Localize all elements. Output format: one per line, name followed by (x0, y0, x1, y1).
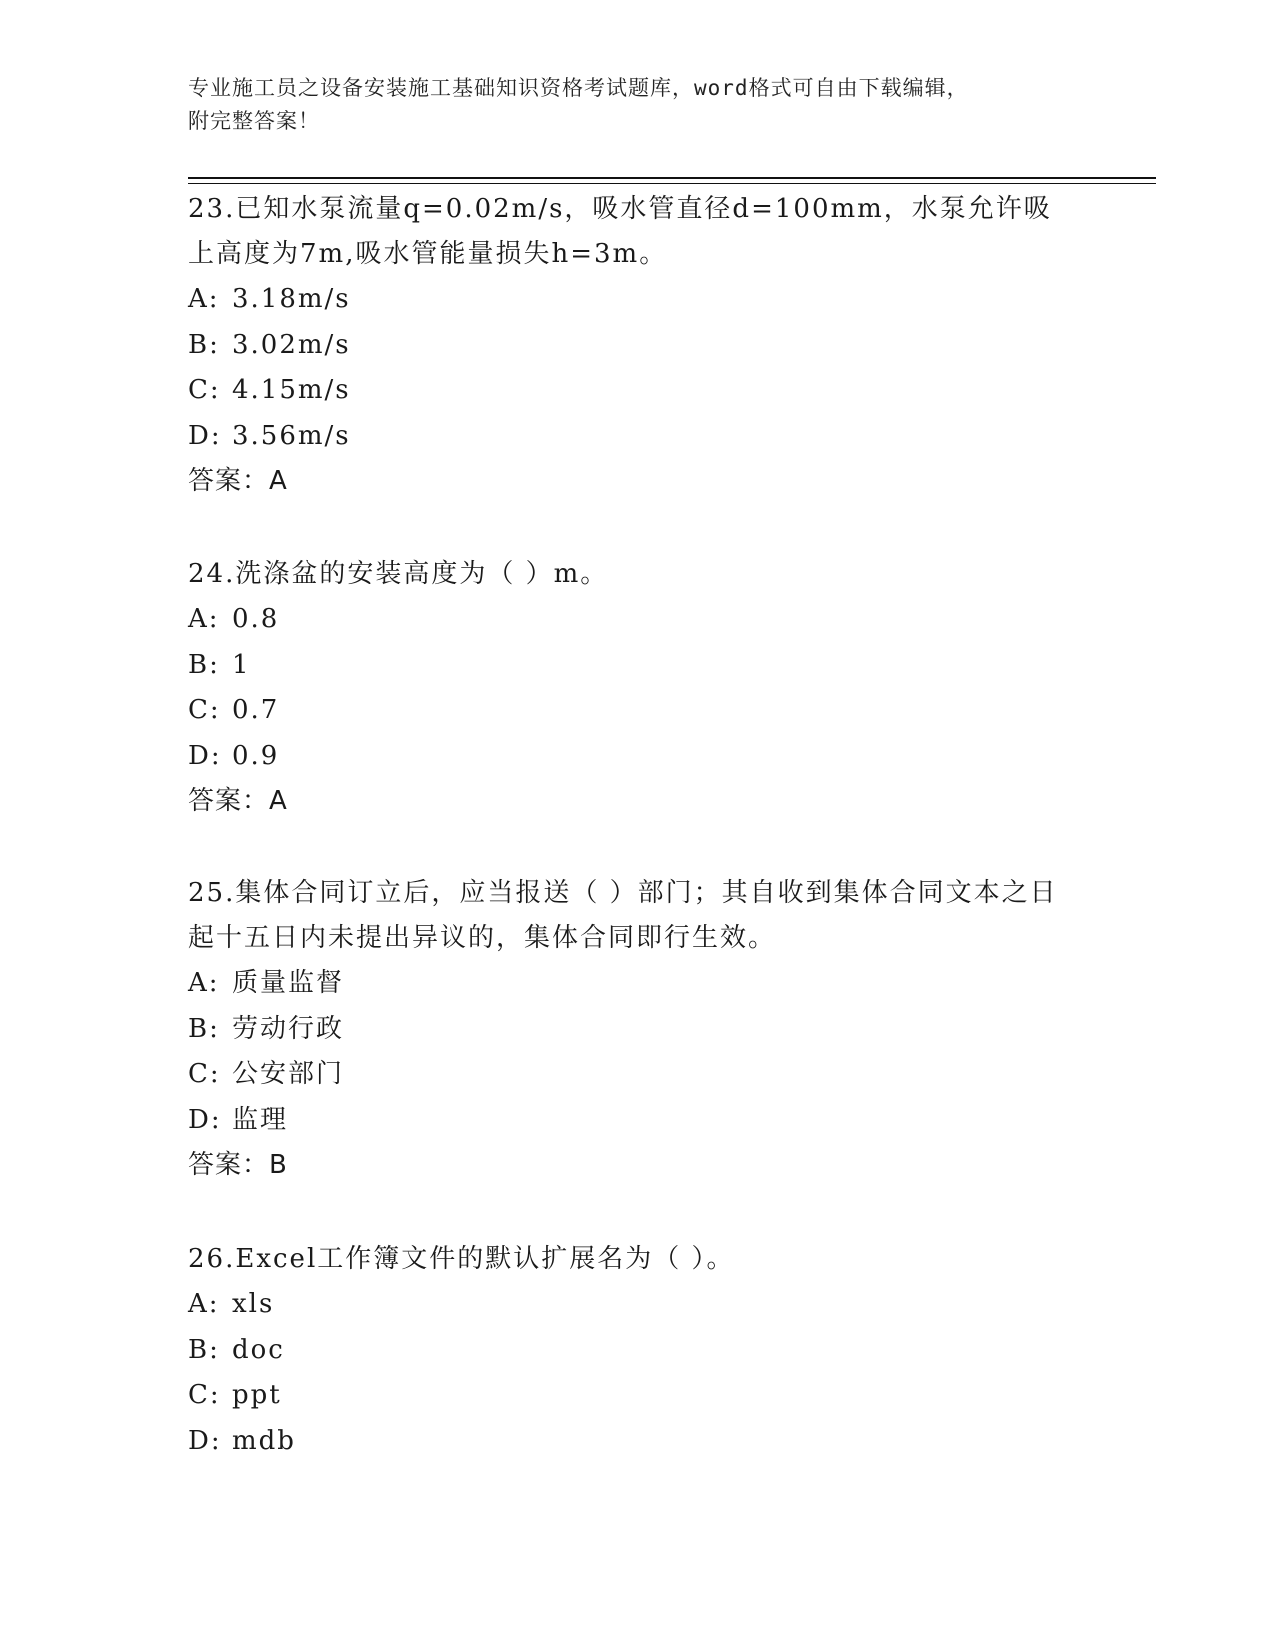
option-b (188, 1007, 1068, 1053)
option-b (188, 323, 1068, 369)
question-23 (188, 187, 1068, 504)
option-text: 0.9 (232, 740, 280, 771)
option-c (188, 688, 1068, 734)
option-letter: A: (188, 1289, 220, 1319)
option-c (188, 1373, 1068, 1419)
question-24 (188, 552, 1068, 824)
question-text: 23.已知水泵流量q=0.02m/s，吸水管直径d=100mm，水泵允许吸上高度为7m,吸水管能量损失h=3m。 (188, 194, 1052, 269)
option-text: 3.18m/s (232, 284, 351, 314)
option-text: 劳动行政 (232, 1013, 345, 1044)
question-text: 25.集体合同订立后，应当报送（ ）部门；其自收到集体合同文本之日起十五日内未提出异议的，集体合同即行生效。 (188, 878, 1058, 953)
option-letter: C: (188, 1380, 221, 1410)
question-25 (188, 871, 1068, 1188)
question-text: 24.洗涤盆的安装高度为（ ）m。 (188, 559, 609, 589)
option-letter: B: (188, 1013, 220, 1044)
option-text: 3.02m/s (232, 329, 351, 360)
question-text: 26.Excel工作簿文件的默认扩展名为（ ）。 (188, 1244, 735, 1274)
option-letter: B: (188, 649, 220, 680)
option-c (188, 368, 1068, 414)
option-letter: A: (188, 604, 220, 634)
option-letter: C: (188, 695, 221, 725)
option-letter: D: (188, 1104, 222, 1135)
option-letter: D: (188, 1425, 222, 1456)
option-a (188, 1282, 1068, 1328)
option-letter: D: (188, 420, 222, 451)
option-text: 3.56m/s (232, 420, 351, 451)
option-text: ppt (232, 1380, 282, 1410)
option-letter: B: (188, 329, 220, 360)
option-letter: A: (188, 284, 220, 314)
option-letter: C: (188, 1059, 221, 1089)
option-b (188, 643, 1068, 689)
option-b (188, 1328, 1068, 1374)
option-d (188, 1419, 1068, 1465)
option-d (188, 1098, 1068, 1144)
answer-text: 答案：A (188, 466, 288, 496)
option-letter: A: (188, 968, 220, 998)
option-text: xls (232, 1289, 275, 1319)
question-26 (188, 1237, 1068, 1464)
option-text: 4.15m/s (232, 375, 351, 405)
header-divider-thick (188, 177, 1156, 179)
option-letter: B: (188, 1334, 220, 1365)
option-a (188, 277, 1068, 323)
option-text: 监理 (232, 1104, 289, 1135)
option-c (188, 1052, 1068, 1098)
option-d (188, 734, 1068, 780)
document-header (188, 72, 1088, 138)
option-text: 0.7 (232, 695, 280, 725)
option-text: 质量监督 (232, 968, 345, 998)
answer-text: 答案：B (188, 1150, 288, 1180)
option-d (188, 414, 1068, 460)
option-letter: C: (188, 375, 221, 405)
option-text: 1 (232, 649, 251, 680)
header-divider-thin (188, 183, 1156, 184)
option-text: doc (232, 1334, 285, 1365)
option-letter: D: (188, 740, 222, 771)
header-line-2: 附完整答案！ (188, 109, 320, 133)
option-text: mdb (232, 1425, 296, 1456)
option-a (188, 961, 1068, 1007)
answer-text: 答案：A (188, 786, 288, 816)
option-text: 公安部门 (232, 1059, 345, 1089)
header-line-1: 专业施工员之设备安装施工基础知识资格考试题库，word格式可自由下载编辑， (188, 76, 969, 100)
option-text: 0.8 (232, 604, 280, 634)
option-a (188, 597, 1068, 643)
